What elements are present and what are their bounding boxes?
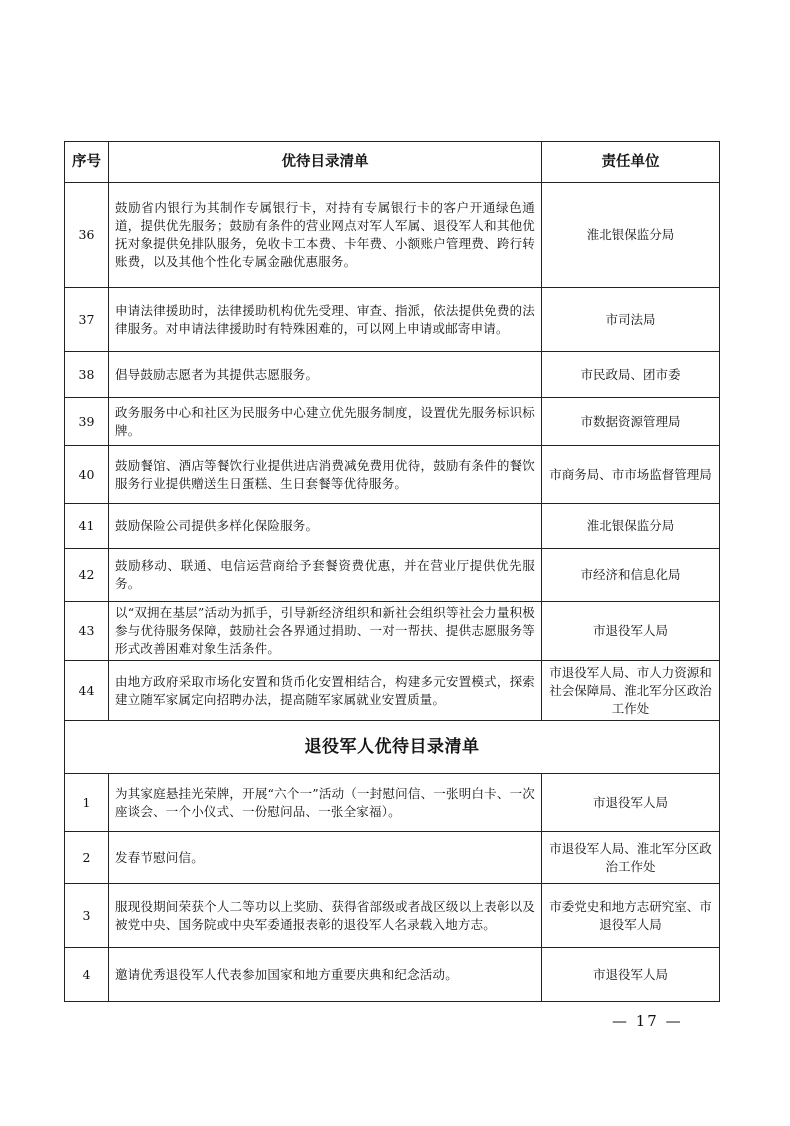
row-number: 37 <box>65 288 109 352</box>
row-content: 以“双拥在基层”活动为抓手，引导新经济组织和新社会组织等社会力量积极参与优待服务保障，鼓励社会各界通过捐助、一对一帮扶、提供志愿服务等形式改善困难对象生活条件。 <box>109 602 542 661</box>
row-content: 鼓励餐馆、酒店等餐饮行业提供进店消费减免费用优待，鼓励有条件的餐饮服务行业提供赠送生日蛋糕、生日套餐等优待服务。 <box>109 446 542 504</box>
section-title: 退役军人优待目录清单 <box>65 721 720 774</box>
table-row <box>65 602 720 661</box>
table-row <box>65 288 720 352</box>
page-number: — 17 — <box>612 1012 683 1030</box>
table-row <box>65 352 720 398</box>
row-unit: 市委党史和地方志研究室、市退役军人局 <box>542 884 720 948</box>
row-number: 3 <box>65 884 109 948</box>
table-row <box>65 504 720 549</box>
row-number: 1 <box>65 774 109 832</box>
row-number: 44 <box>65 661 109 721</box>
row-content: 鼓励省内银行为其制作专属银行卡，对持有专属银行卡的客户开通绿色通道，提供优先服务；鼓励有条件的营业网点对军人军属、退役军人和其他优抚对象提供免排队服务，免收卡工本费、卡年费、小额账户管理费、跨行转账费，以及其他个性化专属金融优惠服务。 <box>109 183 542 288</box>
table-row <box>65 661 720 721</box>
table-row <box>65 884 720 948</box>
row-content: 政务服务中心和社区为民服务中心建立优先服务制度，设置优先服务标识标牌。 <box>109 398 542 446</box>
table-row <box>65 398 720 446</box>
row-content: 倡导鼓励志愿者为其提供志愿服务。 <box>109 352 542 398</box>
row-unit: 市退役军人局、淮北军分区政治工作处 <box>542 832 720 884</box>
row-content: 鼓励移动、联通、电信运营商给予套餐资费优惠，并在营业厅提供优先服务。 <box>109 549 542 602</box>
row-number: 41 <box>65 504 109 549</box>
row-content: 邀请优秀退役军人代表参加国家和地方重要庆典和纪念活动。 <box>109 948 542 1002</box>
row-unit: 市商务局、市市场监督管理局 <box>542 446 720 504</box>
table-row <box>65 774 720 832</box>
header-no: 序号 <box>65 142 109 183</box>
row-number: 43 <box>65 602 109 661</box>
row-unit: 市退役军人局、市人力资源和社会保障局、淮北军分区政治工作处 <box>542 661 720 721</box>
list-table <box>64 141 720 1002</box>
row-number: 40 <box>65 446 109 504</box>
row-content: 服现役期间荣获个人二等功以上奖励、获得省部级或者战区级以上表彰以及被党中央、国务院或中央军委通报表彰的退役军人名录载入地方志。 <box>109 884 542 948</box>
row-number: 2 <box>65 832 109 884</box>
row-unit: 市退役军人局 <box>542 948 720 1002</box>
row-unit: 淮北银保监分局 <box>542 504 720 549</box>
table-row <box>65 446 720 504</box>
row-unit: 市经济和信息化局 <box>542 549 720 602</box>
row-number: 36 <box>65 183 109 288</box>
row-unit: 市退役军人局 <box>542 602 720 661</box>
row-unit: 淮北银保监分局 <box>542 183 720 288</box>
row-number: 39 <box>65 398 109 446</box>
header-unit: 责任单位 <box>542 142 720 183</box>
row-unit: 市退役军人局 <box>542 774 720 832</box>
row-number: 42 <box>65 549 109 602</box>
table-row <box>65 832 720 884</box>
table-header-row <box>65 142 720 183</box>
row-number: 38 <box>65 352 109 398</box>
table-row <box>65 183 720 288</box>
row-unit: 市数据资源管理局 <box>542 398 720 446</box>
row-content: 为其家庭悬挂光荣牌，开展“六个一”活动（一封慰问信、一张明白卡、一次座谈会、一个小仪式、一份慰问品、一张全家福）。 <box>109 774 542 832</box>
table-row <box>65 549 720 602</box>
row-content: 由地方政府采取市场化安置和货币化安置相结合，构建多元安置模式，探索建立随军家属定向招聘办法，提高随军家属就业安置质量。 <box>109 661 542 721</box>
header-content: 优待目录清单 <box>109 142 542 183</box>
row-content: 申请法律援助时，法律援助机构优先受理、审查、指派，依法提供免费的法律服务。对申请法律援助时有特殊困难的，可以网上申请或邮寄申请。 <box>109 288 542 352</box>
row-content: 发春节慰问信。 <box>109 832 542 884</box>
section-title-row <box>65 721 720 774</box>
row-content: 鼓励保险公司提供多样化保险服务。 <box>109 504 542 549</box>
table-row <box>65 948 720 1002</box>
row-number: 4 <box>65 948 109 1002</box>
row-unit: 市司法局 <box>542 288 720 352</box>
row-unit: 市民政局、团市委 <box>542 352 720 398</box>
